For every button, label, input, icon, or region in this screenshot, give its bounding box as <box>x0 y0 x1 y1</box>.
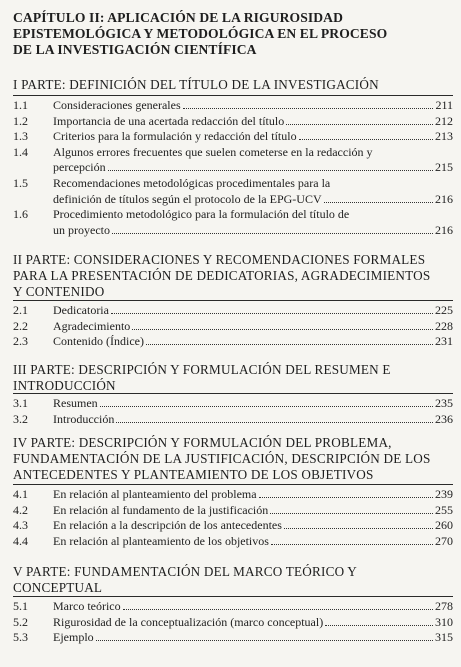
entry-line <box>53 487 453 503</box>
toc-entry[interactable] <box>13 518 453 534</box>
chapter-title-line: DE LA INVESTIGACIÓN CIENTÍFICA <box>13 42 257 57</box>
part-title-line: INTRODUCCIÓN <box>13 378 116 393</box>
entry-text: percepción <box>53 160 106 175</box>
dot-leader <box>146 335 433 345</box>
entry-text: Contenido (Índice) <box>53 334 144 349</box>
entry-number: 2.2 <box>13 318 28 333</box>
entry-number: 4.1 <box>13 487 28 501</box>
page-number: 215 <box>435 160 453 175</box>
dot-leader <box>111 304 433 314</box>
entry-text: Algunos errores frecuentes que suelen cometerse en la redacción y <box>53 144 373 159</box>
entry-number: 2.1 <box>13 303 28 317</box>
part-title-line: ANTECEDENTES Y PLANTEAMIENTO DE LOS OBJETIVOS <box>13 467 374 482</box>
page-number: 260 <box>435 518 453 533</box>
toc-entry[interactable] <box>13 334 453 350</box>
entry-text: Importancia de una acertada redacción del título <box>53 113 285 128</box>
entry-line <box>53 192 453 208</box>
part-title-line: II PARTE: CONSIDERACIONES Y RECOMENDACIONES FORMALES <box>13 252 426 267</box>
entry-number: 1.6 <box>13 207 28 222</box>
entry-text: En relación a la descripción de los antecedentes <box>53 518 282 533</box>
page-number: 255 <box>435 502 453 517</box>
entry-number: 1.2 <box>13 113 28 128</box>
toc-entry[interactable] <box>13 98 453 114</box>
entry-number: 5.1 <box>13 599 28 613</box>
part-title-line: V PARTE: FUNDAMENTACIÓN DEL MARCO TEÓRICO Y <box>13 564 358 579</box>
dot-leader <box>286 115 433 125</box>
page-number: 315 <box>435 630 453 645</box>
entry-body <box>53 319 453 335</box>
entry-body <box>53 615 453 631</box>
entry-number: 3.1 <box>13 396 28 410</box>
entry-text: Consideraciones generales <box>53 98 181 112</box>
entry-number: 4.2 <box>13 502 28 517</box>
entry-number: 4.3 <box>13 518 28 533</box>
part-title <box>13 564 453 596</box>
entry-line <box>53 129 453 145</box>
entry-body <box>53 303 453 319</box>
entry-line <box>53 396 453 412</box>
entry-line <box>53 615 453 631</box>
entry-line <box>53 223 453 239</box>
entry-line <box>53 534 453 550</box>
dot-leader <box>116 413 433 423</box>
chapter-title <box>13 10 453 58</box>
part-title <box>13 362 453 394</box>
dot-leader <box>299 130 433 140</box>
entry-line <box>53 503 453 519</box>
toc-list <box>13 596 453 646</box>
dot-leader <box>132 320 433 330</box>
part-title <box>13 77 453 93</box>
entry-text: definición de títulos según el protocolo de la EPG-UCV <box>53 191 322 206</box>
page-number: 235 <box>435 396 453 410</box>
toc-entry[interactable] <box>13 487 453 503</box>
toc-entry[interactable] <box>13 129 453 145</box>
entry-body <box>53 503 453 519</box>
entry-number: 5.3 <box>13 630 28 645</box>
chapter-title-line: EPISTEMOLÓGICA Y METODOLÓGICA EN EL PROCESO <box>13 26 388 41</box>
entry-text: Marco teórico <box>53 599 121 613</box>
part-title-line: I PARTE: DEFINICIÓN DEL TÍTULO DE LA INVESTIGACIÓN <box>13 77 379 92</box>
entry-body <box>53 98 453 114</box>
dot-leader <box>100 397 433 407</box>
toc-entry[interactable] <box>13 396 453 412</box>
part-title-line: CONCEPTUAL <box>13 580 103 595</box>
toc-list <box>13 484 453 549</box>
toc-entry[interactable] <box>13 176 453 207</box>
toc-list <box>13 393 453 427</box>
page-number: 216 <box>435 191 453 206</box>
toc-entry[interactable] <box>13 503 453 519</box>
entry-body <box>53 396 453 412</box>
entry-number: 1.4 <box>13 144 28 159</box>
dot-leader <box>96 631 433 641</box>
toc-entry[interactable] <box>13 303 453 319</box>
entry-number: 4.4 <box>13 533 28 548</box>
dot-leader <box>183 99 434 109</box>
entry-text: Recomendaciones metodológicas procedimentales para la <box>53 175 331 190</box>
dot-leader <box>108 161 433 171</box>
entry-body <box>53 534 453 550</box>
dot-leader <box>284 519 433 529</box>
entry-body <box>53 630 453 646</box>
page-number: 213 <box>435 129 453 144</box>
entry-line <box>53 518 453 534</box>
toc-entry[interactable] <box>13 630 453 646</box>
page-number: 211 <box>435 98 453 112</box>
entry-line <box>53 412 453 428</box>
entry-line <box>53 207 453 223</box>
entry-text: Ejemplo <box>53 630 94 645</box>
entry-body <box>53 145 453 176</box>
entry-number: 3.2 <box>13 411 28 426</box>
toc-entry[interactable] <box>13 534 453 550</box>
page-number: 278 <box>435 599 453 613</box>
dot-leader <box>112 224 433 234</box>
part-title-line: Y CONTENIDO <box>13 284 105 299</box>
entry-line <box>53 114 453 130</box>
toc-entry[interactable] <box>13 412 453 428</box>
dot-leader <box>123 600 433 610</box>
toc-entry[interactable] <box>13 599 453 615</box>
part-title <box>13 252 453 300</box>
entry-body <box>53 487 453 503</box>
entry-text: Procedimiento metodológico para la formulación del título de <box>53 207 350 222</box>
entry-number: 1.5 <box>13 175 28 190</box>
dot-leader <box>271 535 433 545</box>
page-number: 216 <box>435 222 453 237</box>
page-number: 236 <box>435 411 453 426</box>
dot-leader <box>324 193 433 203</box>
part-title <box>13 435 453 483</box>
toc-entry[interactable] <box>13 615 453 631</box>
entry-text: Criterios para la formulación y redacción del título <box>53 129 297 144</box>
page-number: 310 <box>435 614 453 629</box>
entry-line <box>53 145 453 161</box>
part-title-line: III PARTE: DESCRIPCIÓN Y FORMULACIÓN DEL RESUMEN E <box>13 362 391 377</box>
entry-text: Introducción <box>53 411 115 426</box>
dot-leader <box>325 616 433 626</box>
entry-text: Dedicatoria <box>53 303 109 317</box>
entry-number: 1.1 <box>13 98 28 112</box>
entry-line <box>53 160 453 176</box>
entry-body <box>53 207 453 238</box>
entry-text: En relación al planteamiento del problema <box>53 487 257 501</box>
entry-number: 1.3 <box>13 129 28 144</box>
toc-entry[interactable] <box>13 207 453 238</box>
toc-entry[interactable] <box>13 114 453 130</box>
page-number: 228 <box>435 318 453 333</box>
entry-body <box>53 518 453 534</box>
entry-line <box>53 98 453 114</box>
entry-body <box>53 599 453 615</box>
entry-body <box>53 114 453 130</box>
entry-line <box>53 176 453 192</box>
entry-body <box>53 129 453 145</box>
entry-number: 2.3 <box>13 334 28 349</box>
page-number: 239 <box>435 487 453 501</box>
toc-list <box>13 300 453 350</box>
page-number: 212 <box>435 113 453 128</box>
page-number: 270 <box>435 533 453 548</box>
part-title-line: IV PARTE: DESCRIPCIÓN Y FORMULACIÓN DEL PROBLEMA, <box>13 435 392 450</box>
toc-entry[interactable] <box>13 145 453 176</box>
toc-entry[interactable] <box>13 319 453 335</box>
chapter-title-line: CAPÍTULO II: APLICACIÓN DE LA RIGUROSIDAD <box>13 10 344 25</box>
entry-body <box>53 412 453 428</box>
entry-text: Rigurosidad de la conceptualización (marco conceptual) <box>53 614 324 629</box>
entry-text: En relación al planteamiento de los objetivos <box>53 533 269 548</box>
part-title-line: PARA LA PRESENTACIÓN DE DEDICATORIAS, AGRADECIMIENTOS <box>13 268 431 283</box>
entry-line <box>53 319 453 335</box>
entry-line <box>53 599 453 615</box>
entry-text: Resumen <box>53 396 98 410</box>
dot-leader <box>270 504 433 514</box>
entry-number: 5.2 <box>13 614 28 629</box>
entry-body <box>53 334 453 350</box>
entry-body <box>53 176 453 207</box>
entry-text: un proyecto <box>53 222 110 237</box>
page-number: 225 <box>435 303 453 317</box>
part-title-line: FUNDAMENTACIÓN DE LA JUSTIFICACIÓN, DESCRIPCIÓN DE LOS <box>13 451 431 466</box>
entry-line <box>53 630 453 646</box>
dot-leader <box>259 488 433 498</box>
entry-line <box>53 334 453 350</box>
entry-text: En relación al fundamento de la justificación <box>53 502 269 517</box>
page-number: 231 <box>435 334 453 349</box>
entry-line <box>53 303 453 319</box>
toc-list <box>13 95 453 238</box>
entry-text: Agradecimiento <box>53 318 131 333</box>
